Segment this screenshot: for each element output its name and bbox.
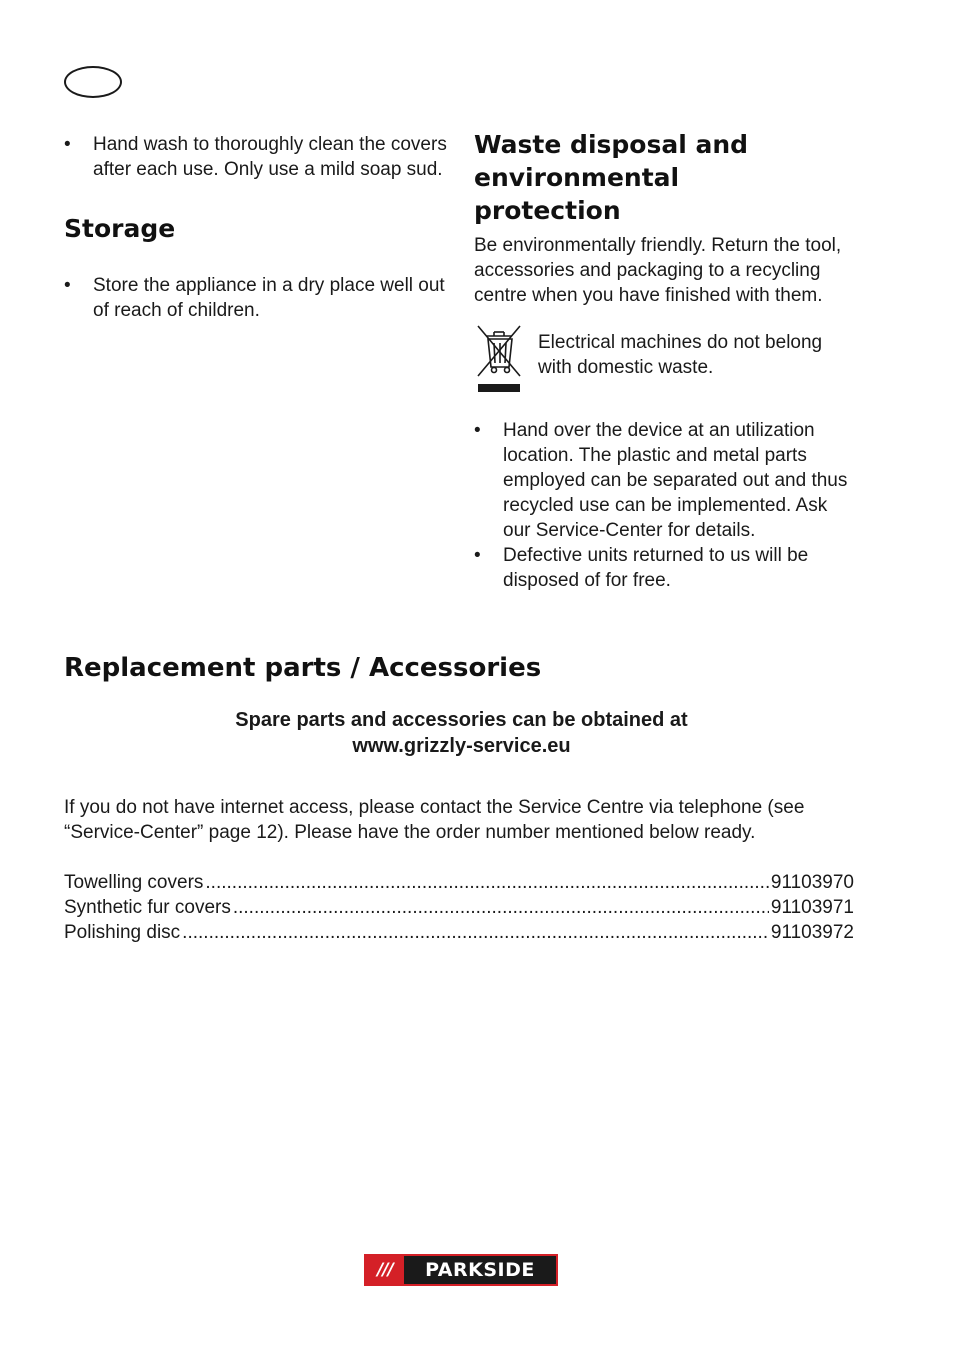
leader-dots — [205, 870, 768, 895]
bullet-text: Hand wash to thoroughly clean the covers after each use. Only use a mild soap sud. — [93, 134, 447, 180]
leader-dots — [233, 895, 769, 920]
care-bullet-list — [64, 132, 449, 182]
spare-parts-line: Spare parts and accessories can be obtained at — [235, 709, 688, 731]
storage-heading: Storage — [64, 214, 176, 243]
right-column — [474, 128, 859, 593]
replacement-parts-section — [64, 652, 864, 945]
crossed-out-wheelie-bin-icon — [474, 324, 524, 394]
logo-text: PARKSIDE — [404, 1256, 556, 1284]
part-number: 91103971 — [770, 897, 854, 918]
contact-text: If you do not have internet access, please contact the Service Centre via telephone (see “Service-Center” page 12). Please have the order number mentioned below ready. — [64, 797, 805, 843]
bullet-text: Defective units returned to us will be disposed of for free. — [503, 545, 809, 591]
spare-parts-notice — [64, 707, 859, 759]
list-item: • Hand over the device at an utilization location. The plastic and metal parts employed can be separated out and thus recycled use can be implemented. Ask our Service-Center for details. — [474, 420, 848, 541]
list-item: • Hand wash to thoroughly clean the covers after each use. Only use a mild soap sud. — [64, 134, 447, 180]
part-number: 91103972 — [770, 922, 854, 943]
parkside-logo — [364, 1254, 558, 1286]
leader-dots — [182, 920, 769, 945]
waste-intro-text: Be environmentally friendly. Return the tool, accessories and packaging to a recycling centre when you have finished with them. — [474, 235, 842, 306]
list-item: • Defective units returned to us will be disposed of for free. — [474, 545, 809, 591]
left-column — [64, 132, 449, 323]
logo-stripes: /// — [366, 1256, 404, 1284]
replacement-parts-heading: Replacement parts / Accessories — [64, 653, 542, 683]
bullet-text: Store the appliance in a dry place well out of reach of children. — [93, 275, 445, 321]
service-website-link[interactable]: www.grizzly-service.eu — [352, 735, 571, 757]
list-item: • Store the appliance in a dry place well out of reach of children. — [64, 275, 445, 321]
weee-notice — [474, 324, 859, 394]
language-badge — [64, 66, 122, 98]
part-row — [64, 920, 854, 945]
waste-bullet-list — [474, 418, 859, 593]
bullet-text: Hand over the device at an utilization location. The plastic and metal parts employed can be separated out and thus recycled use can be implemented. Ask our Service-Center for details. — [503, 420, 848, 541]
part-name: Polishing disc — [64, 922, 181, 943]
storage-bullet-list — [64, 273, 449, 323]
parts-list — [64, 870, 854, 945]
part-name: Towelling covers — [64, 872, 204, 893]
weee-text: Electrical machines do not belong with domestic waste. — [538, 332, 823, 378]
waste-disposal-heading: Waste disposal and environmental protection — [474, 130, 749, 225]
part-name: Synthetic fur covers — [64, 897, 231, 918]
part-number: 91103970 — [770, 872, 854, 893]
part-row — [64, 870, 854, 895]
part-row — [64, 895, 854, 920]
